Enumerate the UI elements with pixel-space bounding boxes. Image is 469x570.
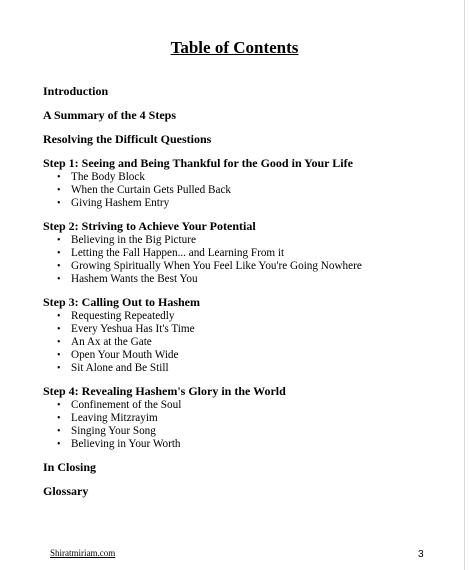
toc-subitem-label: Requesting Repeatedly	[71, 310, 175, 322]
bullet-icon: •	[57, 413, 61, 424]
bullet-icon: •	[57, 311, 61, 322]
toc-heading[interactable]: Glossary	[43, 484, 89, 498]
toc-subitem-list	[43, 399, 453, 451]
toc-heading[interactable]: Resolving the Difficult Questions	[43, 132, 212, 146]
toc-heading[interactable]: Step 2: Striving to Achieve Your Potential	[43, 219, 256, 233]
toc-heading[interactable]: In Closing	[43, 460, 97, 474]
toc-subitem-list	[43, 171, 453, 210]
toc-section	[43, 383, 453, 459]
toc-subitem-label: Giving Hashem Entry	[71, 197, 170, 209]
section-spacer	[43, 451, 453, 459]
toc-subitem-label: The Body Block	[71, 171, 145, 183]
toc-subitem-label: Growing Spiritually When You Feel Like You're Going Nowhere	[71, 260, 362, 272]
toc-subitem-label: When the Curtain Gets Pulled Back	[71, 184, 232, 196]
toc-section	[43, 83, 453, 107]
bullet-icon: •	[57, 350, 61, 361]
bullet-icon: •	[57, 198, 61, 209]
toc-subitem-label: Believing in the Big Picture	[71, 234, 196, 246]
toc-heading[interactable]: Step 1: Seeing and Being Thankful for the Good in Your Life	[43, 156, 353, 170]
toc-heading[interactable]: A Summary of the 4 Steps	[43, 108, 177, 122]
bullet-icon: •	[57, 363, 61, 374]
toc-subitem-label: Open Your Mouth Wide	[71, 349, 179, 361]
toc-section	[43, 218, 453, 294]
toc-subitem[interactable]	[43, 425, 453, 438]
toc-section	[43, 107, 453, 131]
toc-subitem-label: An Ax at the Gate	[71, 336, 152, 348]
bullet-icon: •	[57, 235, 61, 246]
bullet-icon: •	[57, 274, 61, 285]
toc-subitem-label: Singing Your Song	[71, 425, 156, 437]
bullet-icon: •	[57, 337, 61, 348]
section-spacer	[43, 475, 453, 483]
toc-subitem[interactable]	[43, 399, 453, 412]
footer-site-link[interactable]: Shiratmiriam.com	[50, 548, 116, 558]
toc-heading[interactable]: Step 3: Calling Out to Hashem	[43, 295, 201, 309]
toc-section	[43, 483, 453, 507]
toc-subitem[interactable]	[43, 362, 453, 375]
toc-subitem[interactable]	[43, 438, 453, 451]
toc-subitem[interactable]	[43, 260, 453, 273]
bullet-icon: •	[57, 426, 61, 437]
toc-subitem[interactable]	[43, 197, 453, 210]
bullet-icon: •	[57, 248, 61, 259]
page-number: 3	[418, 549, 424, 560]
toc-section	[43, 294, 453, 383]
toc-subitem[interactable]	[43, 336, 453, 349]
toc-subitem-label: Every Yeshua Has It's Time	[71, 323, 195, 335]
toc-subitem[interactable]	[43, 234, 453, 247]
toc-subitem[interactable]	[43, 412, 453, 425]
table-of-contents	[43, 83, 453, 507]
toc-subitem[interactable]	[43, 171, 453, 184]
section-spacer	[43, 123, 453, 131]
toc-subitem[interactable]	[43, 247, 453, 260]
toc-subitem-label: Confinement of the Soul	[71, 399, 182, 411]
section-spacer	[43, 499, 453, 507]
toc-subitem[interactable]	[43, 349, 453, 362]
toc-heading[interactable]: Introduction	[43, 84, 109, 98]
toc-section	[43, 155, 453, 218]
bullet-icon: •	[57, 400, 61, 411]
bullet-icon: •	[57, 439, 61, 450]
section-spacer	[43, 99, 453, 107]
bullet-icon: •	[57, 324, 61, 335]
bullet-icon: •	[57, 172, 61, 183]
bullet-icon: •	[57, 261, 61, 272]
page-title: Table of Contents	[170, 38, 299, 57]
toc-subitem-list	[43, 310, 453, 375]
toc-section	[43, 459, 453, 483]
section-spacer	[43, 210, 453, 218]
toc-subitem-label: Sit Alone and Be Still	[71, 362, 169, 374]
toc-subitem[interactable]	[43, 273, 453, 286]
toc-subitem-label: Leaving Mitzrayim	[71, 412, 158, 424]
section-spacer	[43, 286, 453, 294]
toc-subitem-label: Believing in Your Worth	[71, 438, 181, 450]
toc-subitem[interactable]	[43, 184, 453, 197]
toc-section	[43, 131, 453, 155]
toc-subitem-list	[43, 234, 453, 286]
toc-subitem[interactable]	[43, 310, 453, 323]
toc-subitem-label: Hashem Wants the Best You	[71, 273, 198, 285]
section-spacer	[43, 375, 453, 383]
toc-heading[interactable]: Step 4: Revealing Hashem's Glory in the World	[43, 384, 286, 398]
toc-subitem[interactable]	[43, 323, 453, 336]
toc-subitem-label: Letting the Fall Happen... and Learning From it	[71, 247, 285, 259]
bullet-icon: •	[57, 185, 61, 196]
section-spacer	[43, 147, 453, 155]
